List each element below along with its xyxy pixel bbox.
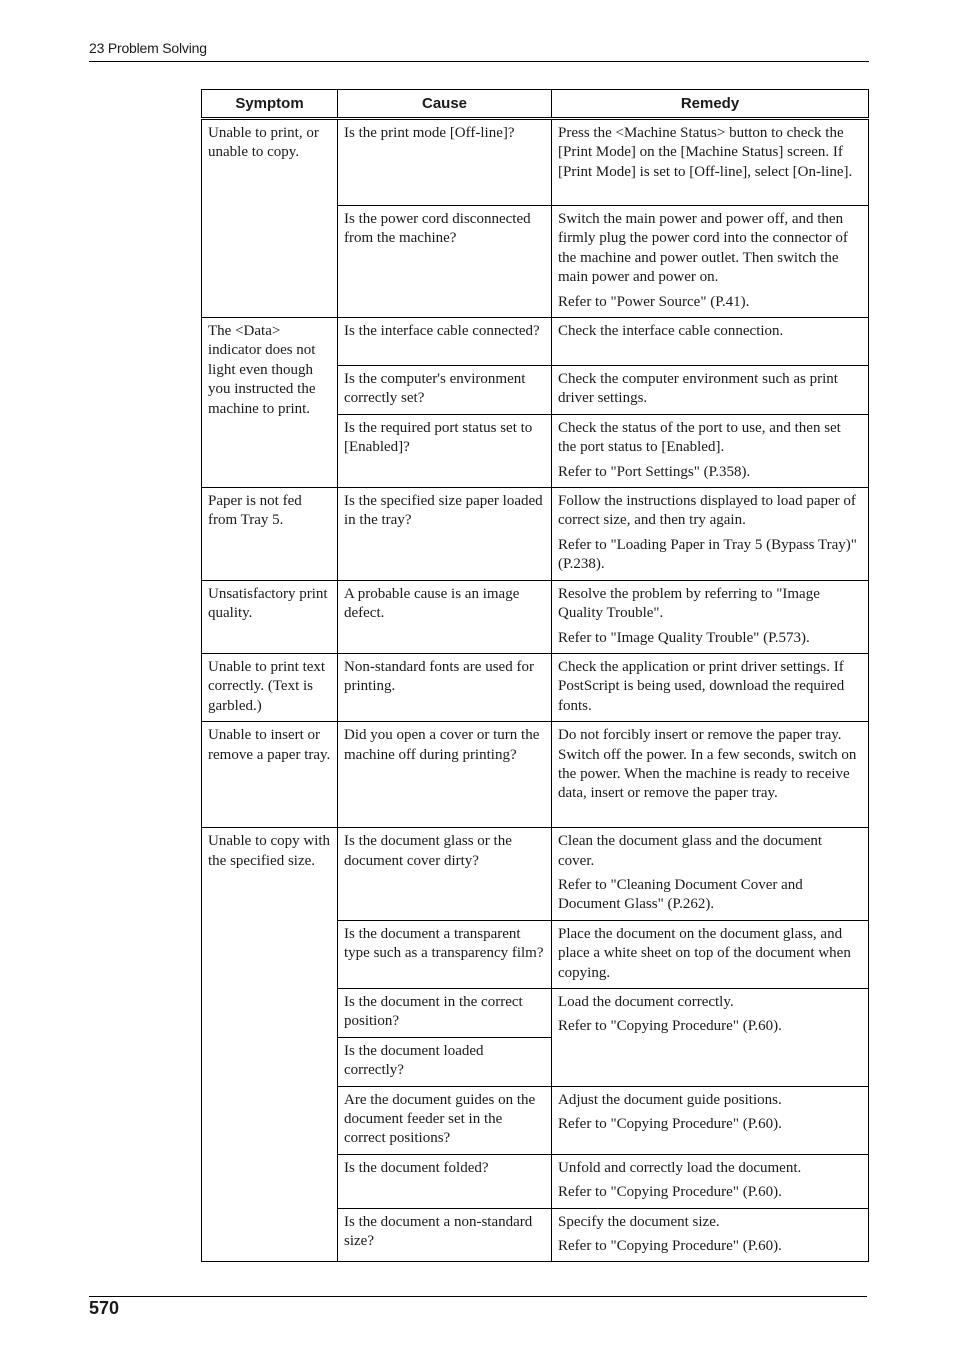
column-header-cause: Cause	[338, 90, 552, 119]
footer-rule	[89, 1296, 867, 1297]
remedy-cell	[552, 1086, 869, 1154]
cause-cell: Is the document a non-standard size?	[338, 1208, 552, 1262]
remedy-paragraph: Check the application or print driver settings. If PostScript is being used, download the required fonts.	[558, 658, 845, 714]
remedy-paragraph: Unfold and correctly load the document.	[558, 1159, 802, 1176]
cause-cell: A probable cause is an image defect.	[338, 580, 552, 653]
remedy-cell	[552, 366, 869, 415]
table-body	[202, 119, 869, 1262]
remedy-paragraph: Refer to "Port Settings" (P.358).	[558, 463, 751, 480]
cause-cell: Is the specified size paper loaded in the tray?	[338, 488, 552, 581]
column-header-remedy: Remedy	[552, 90, 869, 119]
remedy-cell	[552, 119, 869, 206]
remedy-cell	[552, 988, 869, 1086]
remedy-paragraph: Do not forcibly insert or remove the paper tray. Switch off the power. In a few seconds, switch on the power. When the machine is ready to receive data, insert or remove the paper tray.	[558, 727, 857, 802]
table-row	[202, 119, 869, 206]
cause-cell: Is the interface cable connected?	[338, 318, 552, 366]
table-row	[202, 580, 869, 653]
cause-cell: Is the document folded?	[338, 1154, 552, 1208]
remedy-cell	[552, 1154, 869, 1208]
cause-cell: Are the document guides on the document feeder set in the correct positions?	[338, 1086, 552, 1154]
symptom-cell: Unable to print, or unable to copy.	[202, 119, 338, 318]
remedy-paragraph: Refer to "Copying Procedure" (P.60).	[558, 1116, 782, 1132]
remedy-cell	[552, 580, 869, 653]
table-row	[202, 318, 869, 366]
cause-cell: Is the computer's environment correctly set?	[338, 366, 552, 415]
symptom-cell: Unsatisfactory print quality.	[202, 580, 338, 653]
table-row	[202, 653, 869, 721]
remedy-paragraph: Refer to "Copying Procedure" (P.60).	[558, 1018, 782, 1035]
cause-cell: Did you open a cover or turn the machine off during printing?	[338, 722, 552, 828]
table-row	[202, 828, 869, 921]
remedy-cell	[552, 653, 869, 721]
remedy-cell	[552, 318, 869, 366]
cause-cell: Is the document loaded correctly?	[338, 1037, 552, 1086]
remedy-paragraph: Resolve the problem by referring to "Image Quality Trouble".	[558, 585, 820, 622]
remedy-paragraph: Load the document correctly.	[558, 993, 734, 1010]
remedy-paragraph: Refer to "Image Quality Trouble" (P.573).	[558, 629, 810, 646]
remedy-paragraph: Clean the document glass and the document cover.	[558, 833, 823, 869]
cause-cell: Is the document a transparent type such as a transparency film?	[338, 920, 552, 988]
table-row	[202, 722, 869, 828]
cause-cell: Is the power cord disconnected from the machine?	[338, 206, 552, 318]
cause-cell: Non-standard fonts are used for printing.	[338, 653, 552, 721]
remedy-paragraph: Adjust the document guide positions.	[558, 1091, 782, 1108]
troubleshooting-table	[201, 89, 869, 1262]
table-header-row	[202, 90, 869, 119]
remedy-paragraph: Press the <Machine Status> button to check the [Print Mode] on the [Machine Status] screen. If [Print Mode] is set to [Off-line], select [On-line].	[558, 125, 853, 180]
remedy-paragraph: Switch the main power and power off, and then firmly plug the power cord into the connector of the machine and power outlet. Then switch the main power and power on.	[558, 211, 848, 286]
remedy-cell	[552, 414, 869, 487]
remedy-cell	[552, 828, 869, 921]
remedy-cell	[552, 1208, 869, 1262]
remedy-paragraph: Refer to "Copying Procedure" (P.60).	[558, 1184, 782, 1201]
remedy-paragraph: Refer to "Power Source" (P.41).	[558, 293, 750, 310]
symptom-cell: The <Data> indicator does not light even though you instructed the machine to print.	[202, 318, 338, 488]
remedy-paragraph: Check the interface cable connection.	[558, 323, 784, 340]
column-header-symptom: Symptom	[202, 90, 338, 119]
cause-cell: Is the required port status set to [Enabled]?	[338, 414, 552, 487]
remedy-cell	[552, 722, 869, 828]
table-row	[202, 488, 869, 581]
remedy-cell	[552, 920, 869, 988]
page-number: 570	[89, 1298, 120, 1318]
remedy-paragraph: Check the computer environment such as print driver settings.	[558, 371, 838, 407]
cause-cell: Is the document glass or the document cover dirty?	[338, 828, 552, 921]
running-header: 23 Problem Solving	[89, 40, 207, 56]
remedy-paragraph: Check the status of the port to use, and then set the port status to [Enabled].	[558, 419, 841, 456]
symptom-cell: Unable to copy with the specified size.	[202, 828, 338, 1262]
remedy-paragraph: Follow the instructions displayed to load paper of correct size, and then try again.	[558, 493, 856, 529]
remedy-paragraph: Specify the document size.	[558, 1213, 720, 1230]
remedy-cell	[552, 488, 869, 581]
remedy-paragraph: Refer to "Loading Paper in Tray 5 (Bypass Tray)" (P.238).	[558, 536, 857, 573]
cause-cell: Is the print mode [Off-line]?	[338, 119, 552, 206]
remedy-paragraph: Refer to "Copying Procedure" (P.60).	[558, 1238, 782, 1255]
symptom-cell: Paper is not fed from Tray 5.	[202, 488, 338, 581]
symptom-cell: Unable to insert or remove a paper tray.	[202, 722, 338, 828]
remedy-paragraph: Refer to "Cleaning Document Cover and Document Glass" (P.262).	[558, 876, 803, 913]
header-rule	[89, 61, 869, 62]
remedy-cell	[552, 206, 869, 318]
cause-cell: Is the document in the correct position?	[338, 988, 552, 1037]
symptom-cell: Unable to print text correctly. (Text is garbled.)	[202, 653, 338, 721]
remedy-paragraph: Place the document on the document glass, and place a white sheet on top of the document when copying.	[558, 925, 851, 981]
